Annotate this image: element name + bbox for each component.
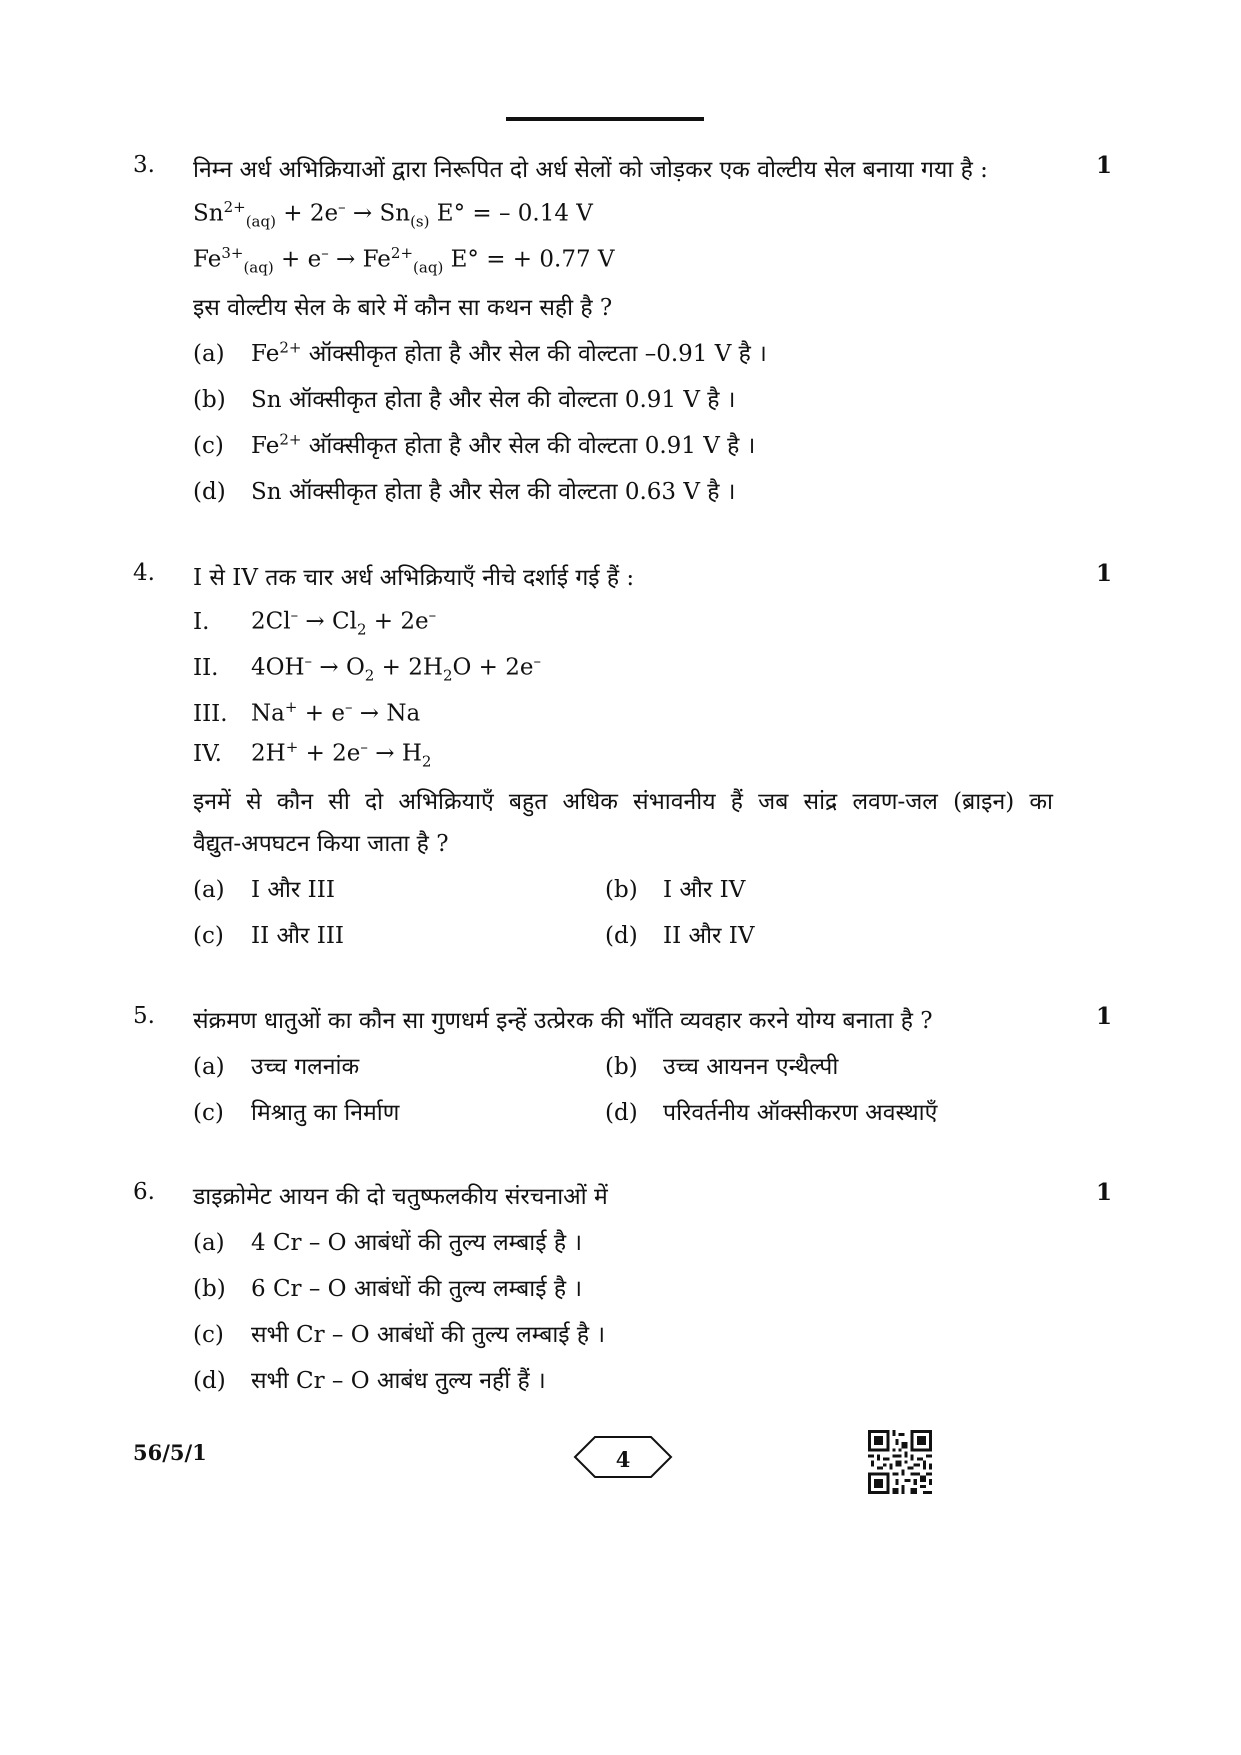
option-d[interactable]: (d) Sn ऑक्सीकृत होता है और सेल की वोल्टता 0.63 V है । bbox=[193, 479, 736, 505]
reaction-3: III. Na+ + e– → Na bbox=[193, 698, 421, 727]
option-d[interactable]: (d) सभी Cr – O आबंध तुल्य नहीं हैं । bbox=[193, 1368, 546, 1394]
option-b[interactable]: (b) उच्च आयनन एन्थैल्पी bbox=[605, 1054, 839, 1080]
option-a[interactable]: (a) उच्च गलनांक bbox=[193, 1054, 360, 1080]
option-b[interactable]: (b) 6 Cr – O आबंधों की तुल्य लम्बाई है । bbox=[193, 1276, 583, 1302]
question-number: 4. bbox=[133, 560, 155, 586]
option-d[interactable]: (d) परिवर्तनीय ऑक्सीकरण अवस्थाएँ bbox=[605, 1100, 938, 1126]
question-stem: संक्रमण धातुओं का कौन सा गुणधर्म इन्हें उत्प्रेरक की भाँति व्यवहार करने योग्य बनाता है ? bbox=[193, 1008, 933, 1034]
paper-code: 56/5/1 bbox=[133, 1440, 207, 1465]
qr-code-icon bbox=[868, 1430, 932, 1494]
page-number: 4 bbox=[615, 1447, 631, 1472]
reaction-2: II. $4OH^- \to O_2 + 2H_2O + 2e^-$ bbox=[193, 652, 541, 685]
question-number: 5. bbox=[133, 1003, 155, 1029]
option-b[interactable]: (b) Sn ऑक्सीकृत होता है और सेल की वोल्टता 0.91 V है । bbox=[193, 387, 736, 413]
question-text-line-1: इनमें से कौन सी दो अभिक्रियाएँ बहुत अधिक संभावनीय हैं जब सांद्र लवण-जल (ब्राइन) का bbox=[193, 789, 1053, 815]
option-a[interactable]: (a) 4 Cr – O आबंधों की तुल्य लम्बाई है । bbox=[193, 1230, 583, 1256]
reaction-1: $Sn^{2+}_{(aq)} + 2e^- \to Sn_{(s)}$ E° = – 0.14 V bbox=[193, 198, 593, 231]
option-d[interactable]: (d) II और IV bbox=[605, 923, 755, 949]
question-marks: 1 bbox=[1096, 1003, 1113, 1030]
question-text-line-2: वैद्युत-अपघटन किया जाता है ? bbox=[193, 831, 449, 857]
question-text: इस वोल्टीय सेल के बारे में कौन सा कथन सही है ? bbox=[193, 295, 613, 321]
question-stem: निम्न अर्ध अभिक्रियाओं द्वारा निरूपित दो अर्ध सेलों को जोड़कर एक वोल्टीय सेल बनाया गया है : bbox=[193, 157, 988, 183]
option-a[interactable]: (a) I और III bbox=[193, 877, 335, 903]
question-marks: 1 bbox=[1096, 152, 1113, 179]
reaction-1: I. $2Cl^- \to Cl_2 + 2e^-$ bbox=[193, 606, 437, 639]
top-rule bbox=[506, 117, 704, 121]
page-number-box bbox=[573, 1435, 673, 1485]
reaction-4: IV. $2H^+ + 2e^- \to H_2$ bbox=[193, 738, 432, 771]
reaction-2: $Fe^{3+}_{(aq)} + e^- \to Fe^{2+}_{(aq)}$ E° = + 0.77 V bbox=[193, 244, 615, 277]
question-marks: 1 bbox=[1096, 1179, 1113, 1206]
option-c[interactable]: (c) सभी Cr – O आबंधों की तुल्य लम्बाई है । bbox=[193, 1322, 606, 1348]
option-c[interactable]: (c) मिश्रातु का निर्माण bbox=[193, 1100, 400, 1126]
question-number: 6. bbox=[133, 1179, 155, 1205]
question-marks: 1 bbox=[1096, 560, 1113, 587]
option-c[interactable]: (c) II और III bbox=[193, 923, 344, 949]
question-number: 3. bbox=[133, 152, 155, 178]
option-b[interactable]: (b) I और IV bbox=[605, 877, 746, 903]
question-stem: डाइक्रोमेट आयन की दो चतुष्फलकीय संरचनाओं में bbox=[193, 1184, 608, 1210]
question-stem: I से IV तक चार अर्ध अभिक्रियाएँ नीचे दर्शाई गई हैं : bbox=[193, 565, 635, 591]
option-a[interactable]: (a) $Fe^{2+}$ ऑक्सीकृत होता है और सेल की वोल्टता –0.91 V है । bbox=[193, 338, 767, 367]
option-c[interactable]: (c) $Fe^{2+}$ ऑक्सीकृत होता है और सेल की वोल्टता 0.91 V है । bbox=[193, 430, 756, 459]
